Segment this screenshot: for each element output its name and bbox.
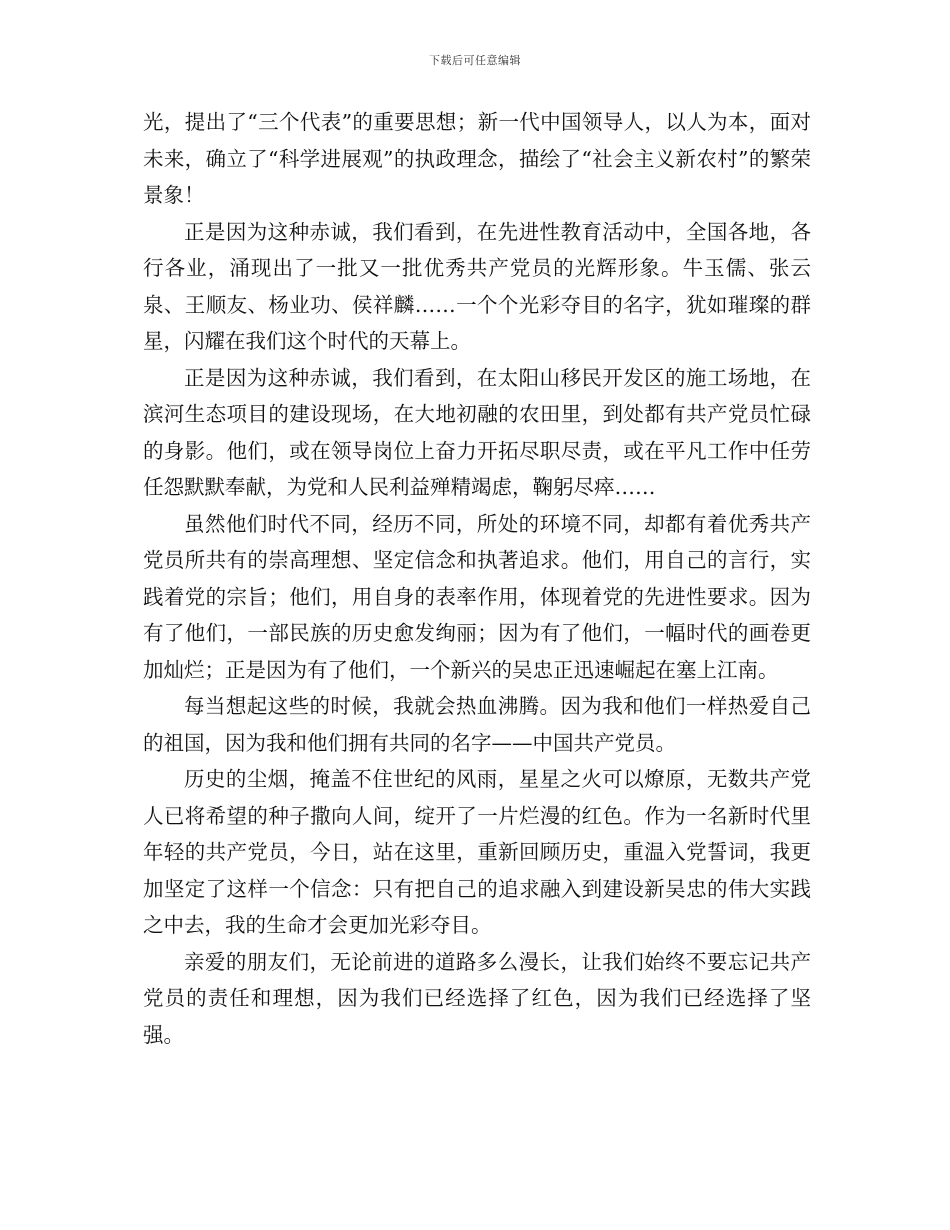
paragraph-5: 每当想起这些的时候，我就会热血沸腾。因为我和他们一样热爱自己的祖国，因为我和他们拥有共同的名字——中国共产党员。 — [143, 694, 811, 755]
paragraph-6: 历史的尘烟，掩盖不住世纪的风雨，星星之火可以燎原，无数共产党人已将希望的种子撒向人间，绽开了一片烂漫的红色。作为一名新时代里年轻的共产党员，今日，站在这里，重新回顾历史，重温入党誓词，我更加坚定了这样一个信念：只有把自己的追求融入到建设新吴忠的伟大实践之中去，我的生命才会更加光彩夺目。 — [143, 767, 811, 937]
paragraph-1: 光，提出了“三个代表”的重要思想；新一代中国领导人，以人为本，面对未来，确立了“科学进展观”的执政理念，描绘了“社会主义新农村”的繁荣景象！ — [143, 110, 811, 207]
page-header: 下载后可任意编辑 — [429, 54, 521, 67]
paragraph-3: 正是因为这种赤诚，我们看到，在太阳山移民开发区的施工场地，在滨河生态项目的建设现场，在大地初融的农田里，到处都有共产党员忙碌的身影。他们，或在领导岗位上奋力开拓尽职尽责，或在平凡工作中任劳任怨默默奉献，为党和人民利益殚精竭虑，鞠躬尽瘁…… — [143, 365, 811, 499]
paragraph-4: 虽然他们时代不同，经历不同，所处的环境不同，却都有着优秀共产党员所共有的崇高理想、坚定信念和执著追求。他们，用自己的言行，实践着党的宗旨；他们，用自身的表率作用，体现着党的先进性要求。因为有了他们，一部民族的历史愈发绚丽；因为有了他们，一幅时代的画卷更加灿烂；正是因为有了他们，一个新兴的吴忠正迅速崛起在塞上江南。 — [143, 511, 811, 682]
paragraph-2: 正是因为这种赤诚，我们看到，在先进性教育活动中，全国各地，各行各业，涌现出了一批又一批优秀共产党员的光辉形象。牛玉儒、张云泉、王顺友、杨业功、侯祥麟……一个个光彩夺目的名字，犹如璀璨的群星，闪耀在我们这个时代的天幕上。 — [143, 219, 811, 353]
document-body — [143, 104, 811, 1053]
paragraph-7: 亲爱的朋友们，无论前进的道路多么漫长，让我们始终不要忘记共产党员的责任和理想，因为我们已经选择了红色，因为我们已经选择了坚强。 — [143, 949, 811, 1047]
